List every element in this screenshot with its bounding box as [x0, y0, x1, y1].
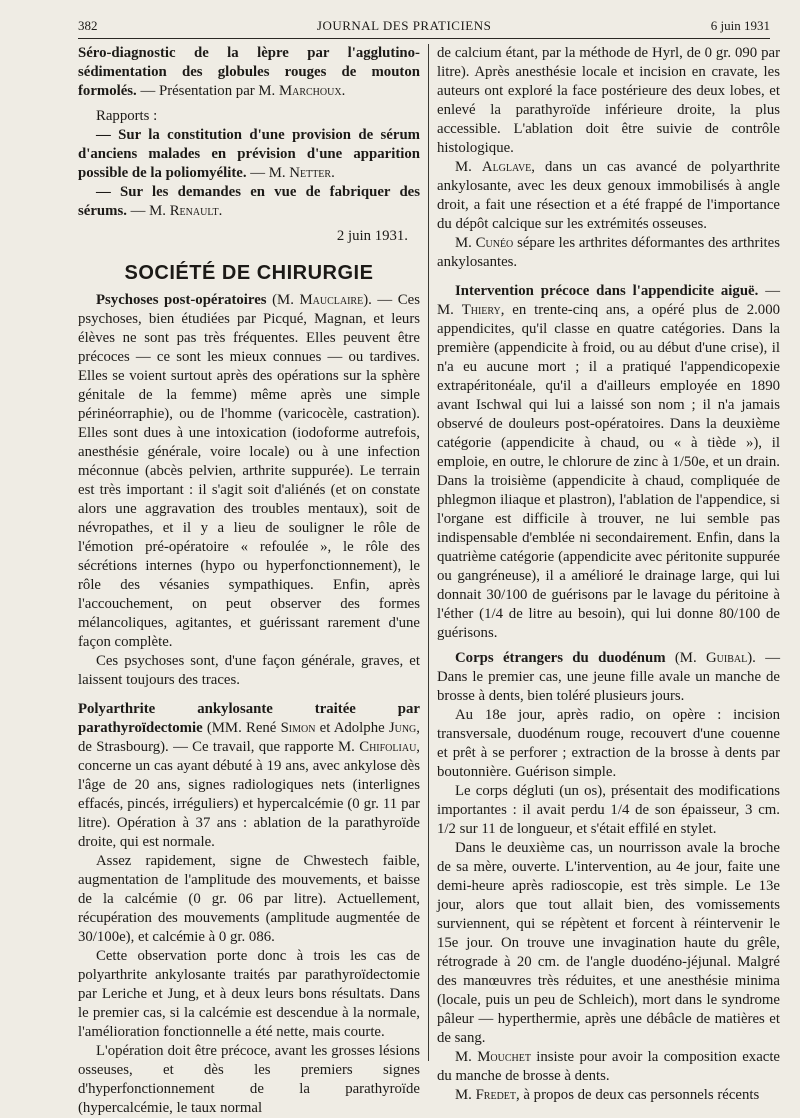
author-cuneo: Cunéo [475, 235, 514, 251]
page-number: 382 [78, 18, 98, 33]
fredet-paragraph [437, 1086, 780, 1105]
psychoses-title: Psychoses post-opératoires [96, 292, 267, 308]
polyarthrite-pre: (MM. René [202, 720, 281, 736]
author-simon: Simon [280, 720, 316, 736]
rapport-serum [78, 126, 420, 183]
rapport-serum-end: . [331, 165, 335, 181]
issue-date: 6 juin 1931 [710, 18, 770, 33]
rapport-serum-title: — Sur la constitution d'une provision de sérum d'anciens malades en prévision d'une apparition possible de la poliomyélite. [78, 127, 420, 181]
lepre-end: . [341, 83, 346, 99]
corps-text: ). — Dans le premier cas, une jeune fille avale un manche de brosse à dents, bien toléré plusieurs jours. [437, 650, 780, 704]
author-mauclaire: Mauclaire [299, 292, 364, 308]
rapport-fabrication-end: . [218, 203, 223, 219]
author-thiery: Thiery [461, 302, 501, 318]
corps-etrangers-paragraph [437, 649, 780, 706]
rapport-fabrication-title: — Sur les demandes en vue de fabriquer des sérums. [78, 184, 420, 219]
polyarthrite-paragraph-4: L'opération doit être précoce, avant les grosses lésions osseuses, et dès les premiers signes d'hyperfonctionnement de la parathyroïde (hypercalcémie, le taux normal [78, 1043, 420, 1116]
corps-paragraph-4: Dans le deuxième cas, un nourrisson avale la broche de sa mère, ouverte. L'intervention, au 4e jour, faite une demi-heure après radioscopie, est très simple. Le 13e jour, alors que tout allait bien, des vomissements surviennent, qui se répètent et forcent à réintervenir le 15e jour. On trouve une invagination haute du grêle, rétrograde à 20 cm. de l'angle duodéno-jéjunal. Malgré des manœuvres très réduites, et une anesthésie minima (locale, puis un peu de Schleich), mort dans le syndrome pâleur — hyperthermie, après une débâcle de matières et de sang. [437, 840, 780, 1046]
column-divider [428, 44, 429, 1061]
psychoses-author-pre: (M. [266, 292, 300, 308]
rapports-label: Rapports : [96, 108, 158, 124]
appendicite-text: , en trente-cinq ans, a opéré plus de 2.000 appendicites, qu'il classe en quatre catégories. Dans la première (appendicite à froid, ou au début d'une crise), il n'a eu aucune mort ; il a pratiqué l'appendicopexie extrapéritonéale, qu'il a d'ailleurs employée en 1890 avant Ischwal qui lui a laissé son nom ; il n'a jamais observé de douleurs post-opératoires. Dans la deuxième catégorie (appendicite à chaud, ou « à tiède »), il emploie, en outre, le chlorure de zinc à 1/50e, et un drain. Dans la troisième (appendicite à chaud, compliquée de phlegmon iliaque et plastron), l'ablation de l'appendice, si l'organe est difficile à trouver, ne lui semble pas indispensable d'emblée ni secondairement. Enfin, dans la quatrième catégorie (appendicite avec péritonite suppurée ou gangréneuse), il a amélioré le drainage large, qui lui donnait 30/100 de guérisons par le lavage du péritoine à l'éther (1/4 de litre au besoin), qui lui donne 80/100 de guérisons. [437, 302, 780, 641]
polyarthrite-paragraph [78, 700, 420, 852]
left-column [78, 44, 420, 1116]
journal-title: JOURNAL DES PRATICIENS [316, 18, 492, 33]
lepre-text: — Présentation par M. [136, 83, 279, 99]
page-header [78, 14, 770, 39]
polyarthrite-title: Polyarthrite ankylosante traitée par parathyroïdectomie [78, 701, 420, 736]
author-jung: Jung [388, 720, 417, 736]
author-marchoux: Marchoux [278, 83, 342, 99]
author-mouchet: Mouchet [477, 1049, 531, 1065]
fredet-pre: M. [455, 1087, 476, 1103]
appendicite-pre: — M. [437, 283, 780, 318]
psychoses-paragraph-2: Ces psychoses sont, d'une façon générale, graves, et laissent toujours des traces. [78, 653, 420, 688]
polyarthrite-mid: et Adolphe [315, 720, 389, 736]
mouchet-paragraph [437, 1048, 780, 1086]
corps-pre: (M. [665, 650, 706, 666]
cuneo-pre: M. [455, 235, 476, 251]
polyarthrite-continuation: de calcium étant, par la méthode de Hyrl, de 0 gr. 090 par litre). Après anesthésie locale et incision en cravate, les auteurs ont exploré la face postérieure des deux lobes, et enlevé la parathyroïde inférieure droite, la plus accessible. L'ablation doit être suivie de contrôle histologique. [437, 45, 780, 156]
cuneo-paragraph [437, 234, 780, 272]
rapport-fabrication-text: — M. [126, 203, 170, 219]
mouchet-text: insiste pour avoir la composition exacte du manche de brosse à dents. [437, 1049, 781, 1084]
fredet-text: , à propos de deux cas personnels récents [516, 1087, 760, 1103]
appendicite-title: Intervention précoce dans l'appendicite aiguë. [455, 283, 759, 299]
alglave-paragraph [437, 158, 780, 234]
polyarthrite-text-b: , concerne un cas ayant débuté à 19 ans, avec ankylose dès l'âge de 20 ans, signes radiologiques nets (interlignes effacés, pincés, irréguliers) et hypercalcémie (0 gr. 11 par litre). Opération à 37 ans : ablation de la parathyroïde droite, qui est normale. [78, 739, 420, 850]
polyarthrite-paragraph-2: Assez rapidement, signe de Chwestech faible, augmentation de l'amplitude des mouvements, et baisse de la calcémie (0 gr. 06 par litre). Actuellement, récupération des mouvements (amplitude augmentée de 30/100e), et calcémie à 0 gr. 086. [78, 853, 420, 945]
cuneo-text: sépare les arthrites déformantes des arthrites ankylosantes. [437, 235, 780, 270]
mouchet-pre: M. [455, 1049, 478, 1065]
corps-etrangers-title: Corps étrangers du duodénum [455, 650, 666, 666]
author-alglave: Alglave [481, 159, 532, 175]
psychoses-paragraph [78, 291, 420, 652]
rapport-fabrication [78, 183, 420, 221]
meeting-date: 2 juin 1931. [336, 228, 408, 244]
lepre-title: Séro-diagnostic de la lèpre par l'agglutino-sédimentation des globules rouges de mouton formolés. [78, 45, 420, 99]
rapport-serum-text: — M. [246, 165, 290, 181]
alglave-text: , dans un cas avancé de polyarthrite ankylosante, avec les deux genoux immobilisés à angle droit, a fait une résection et a été frappé de l'importance du dépôt calcique sur les extrémités osseuses. [437, 159, 780, 232]
right-column [437, 44, 781, 1103]
psychoses-text: ). — Ces psychoses, bien étudiées par Picqué, Magnan, et leurs élèves ne sont pas très fréquentes. Elles peuvent être précoces — ce sont les mieux connues — ou tardives. Elles se voient surtout après des opérations sur la sphère génitale de la femme) même après une simple périnéorraphie), ou de l'homme (varicocèle, castration). Elles sont dues à une intoxication (iodoforme autrefois, anesthésie générale, voire locale) ou à une infection méconnue (abcès pelvien, arthrite suppurée). Le terrain est très important : il s'agit soit d'aliénés (et on constate alors une aggravation des troubles mentaux), soit de névropathes, et il y a lieu de souligner le rôle de l'émotion pré-opératoire « refoulée », le rôle des sécrétions internes (hypo ou hyperfonctionnement), le rôle des vésanies sympathiques. Enfin, après l'accouchement, on peut observer des formes mélancoliques, agitantes, et guérissant rarement d'une façon complète. [78, 292, 420, 650]
author-guibal: Guibal [705, 650, 748, 666]
corps-paragraph-3: Le corps dégluti (un os), présentait des modifications importantes : il avait perdu 1/4 de son épaisseur, 3 cm. 1/2 sur 11 de longueur, et s'était effilé en stylet. [437, 783, 780, 837]
corps-paragraph-2: Au 18e jour, après radio, on opère : incision transversale, duodénum rouge, recouvert d'une couenne et prêt à se perforer ; extraction de la brosse à dents par boutonnière. Guérison simple. [437, 707, 780, 780]
appendicite-paragraph [437, 282, 780, 643]
polyarthrite-text-a: , de Strasbourg). — Ce travail, que rapporte M. [78, 720, 420, 755]
lepre-paragraph [78, 44, 420, 101]
author-chifoliau: Chifoliau [359, 739, 417, 755]
author-renault: Renault [169, 203, 219, 219]
author-netter: Netter [289, 165, 332, 181]
alglave-pre: M. [455, 159, 482, 175]
author-fredet: Fredet [475, 1087, 517, 1103]
section-title: SOCIÉTÉ DE CHIRURGIE [124, 262, 374, 284]
polyarthrite-paragraph-3: Cette observation porte donc à trois les cas de polyarthrite ankylosante traités par parathyroïdectomie par Leriche et Jung, et à deux leurs bons résultats. Dans le premier cas, si la calcémie est descendue à la normale, l'amélioration fonctionnelle a été nette, mais courte. [78, 948, 420, 1040]
